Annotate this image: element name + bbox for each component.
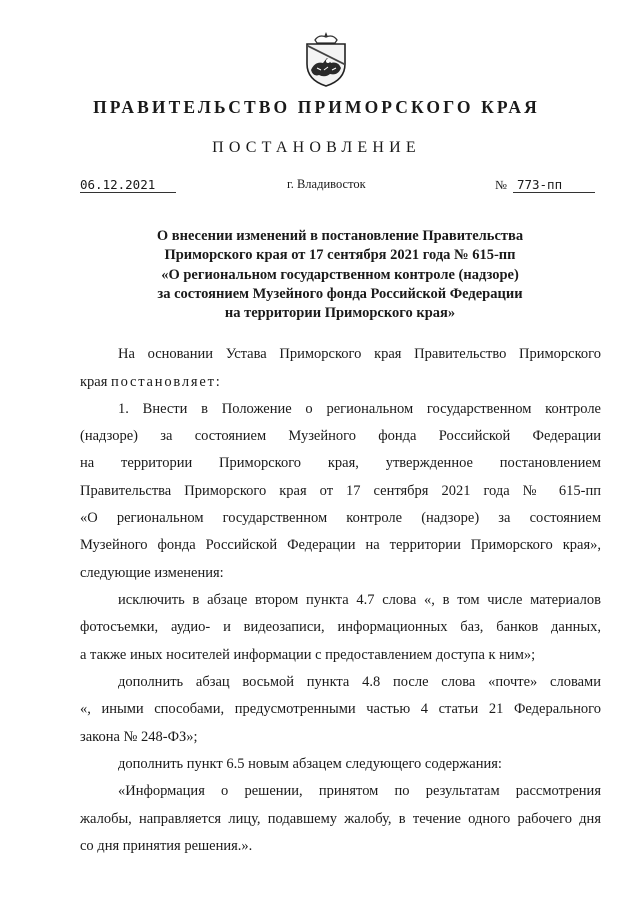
body-line: «Информация о решении, принятом по результатам рассмотрения (118, 783, 601, 799)
document-number: 773-пп (513, 177, 595, 193)
document-type: ПОСТАНОВЛЕНИЕ (212, 139, 421, 156)
title-line: Приморского края от 17 сентября 2021 года № 615-пп (164, 247, 516, 264)
body-line: исключить в абзаце втором пункта 4.7 слова «, в том числе материалов (118, 592, 601, 608)
body-line: на территории Приморского края, утвержденное постановлением (80, 455, 601, 471)
body-line: «О региональном государственном контроле (надзоре) за состоянием (80, 510, 601, 526)
body-line: Правительства Приморского края от 17 сентября 2021 года № 615-пп (80, 483, 601, 499)
body-line: На основании Устава Приморского края Правительство Приморского (118, 346, 601, 362)
body-line: Музейного фонда Российской Федерации на территории Приморского края», (80, 537, 601, 553)
title-line: на территории Приморского края» (224, 305, 456, 322)
body-line: «, иными способами, предусмотренными частью 4 статьи 21 Федерального (80, 701, 601, 717)
body-line: 1. Внести в Положение о региональном государственном контроле (118, 401, 601, 417)
body-line: фотосъемки, аудио- и видеозаписи, информационных баз, банков данных, (80, 619, 601, 635)
body-line: а также иных носителей информации с предоставлением доступа к ним»; (80, 647, 536, 663)
body-text: края (80, 374, 112, 390)
document-date: 06.12.2021 (80, 177, 176, 193)
title-line: О внесении изменений в постановление Правительства (156, 228, 524, 244)
body-line: со дня принятия решения.». (80, 838, 253, 854)
organization-name: ПРАВИТЕЛЬСТВО ПРИМОРСКОГО КРАЯ (93, 97, 540, 117)
body-line: следующие изменения: (80, 565, 224, 581)
body-line: дополнить абзац восьмой пункта 4.8 после слова «почте» словами (118, 674, 601, 690)
body-line: закона № 248-ФЗ»; (80, 729, 198, 745)
title-line: «О региональном государственном контроле (надзоре) (161, 266, 519, 283)
resolution-word: постановляет: (111, 374, 222, 390)
document-number-block (495, 177, 595, 193)
body-line: дополнить пункт 6.5 новым абзацем следующего содержания: (118, 756, 502, 772)
body-line: (надзоре) за состоянием Музейного фонда Российской Федерации (80, 428, 601, 444)
number-label: № (495, 178, 507, 192)
document-place: г. Владивосток (287, 177, 366, 191)
title-line: за состоянием Музейного фонда Российской Федерации (157, 285, 523, 302)
coat-of-arms-emblem (297, 30, 355, 88)
document-title (80, 227, 600, 323)
body-line: жалобы, направляется лицу, подавшему жалобу, в течение одного рабочего дня (80, 811, 601, 827)
body-line (80, 374, 601, 391)
